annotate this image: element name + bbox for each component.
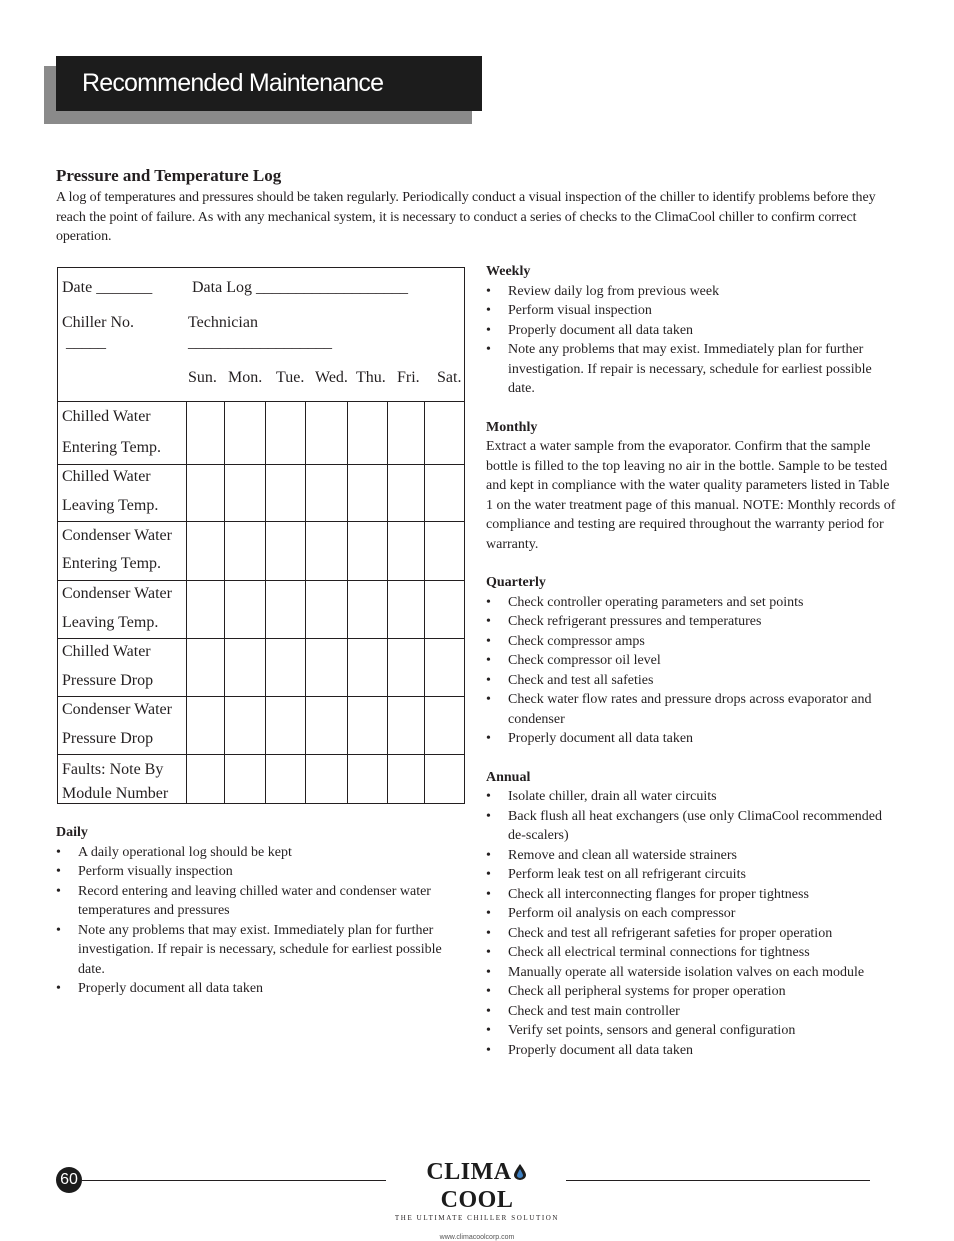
intro-paragraph: A log of temperatures and pressures should be taken regularly. Periodically conduct a visual inspection of the chiller to identify problems before they reach the point of failure. As with any mechanical system, it is necessary to conduct a series of checks to the ClimaCool chiller to confirm correct operation. [56, 190, 876, 244]
row-divider [58, 638, 464, 639]
list-item-text: Manually operate all waterside isolation valves on each module [508, 964, 865, 980]
footer-rule-left [82, 1180, 386, 1181]
list-item-text: Review daily log from previous week [508, 283, 720, 299]
monthly-heading: Monthly [486, 419, 538, 435]
list-item-text: Properly document all data taken [508, 1042, 694, 1058]
list-item: • Check all peripheral systems for proper operation [486, 984, 786, 999]
list-item: • Properly document all data taken [56, 981, 264, 996]
grid-column-divider [424, 401, 425, 803]
list-item: • Check all interconnecting flanges for proper tightness [486, 886, 809, 902]
list-item-text: Check water flow rates and pressure drops across evaporator and condenser [508, 692, 872, 727]
data-log-field-label: Data Log ___________________ [192, 279, 408, 296]
list-item-text: Check and test all refrigerant safeties for proper operation [508, 925, 833, 941]
daily-section [56, 823, 466, 999]
list-item-text: Remove and clean all waterside strainers [508, 847, 737, 863]
right-column [486, 262, 896, 1060]
list-item: • Manually operate all waterside isolation valves on each module [486, 964, 865, 980]
logo-tagline: THE ULTIMATE CHILLER SOLUTION [394, 1214, 560, 1222]
row-label-line2: Leaving Temp. [62, 614, 159, 631]
row-label-line1: Condenser Water [62, 585, 172, 602]
quarterly-heading: Quarterly [486, 575, 546, 590]
list-item-text: Note any problems that may exist. Immediately plan for further investigation. If repair is necessary, schedule for earliest possible date. [78, 922, 442, 977]
logo-text-left: CLIMA [426, 1159, 512, 1185]
list-item: • Check all electrical terminal connections for tightness [486, 945, 810, 960]
list-item: • Note any problems that may exist. Immediately plan for further investigation. If repair is necessary, schedule for earliest possible date. [56, 922, 442, 977]
row-label-line2: Pressure Drop [62, 672, 154, 689]
technician-line: __________________ [188, 334, 332, 351]
list-item: • Isolate chiller, drain all water circuits [486, 789, 717, 804]
list-item-text: Note any problems that may exist. Immediately plan for further investigation. If repair is necessary, schedule for earliest possible date. [508, 342, 872, 396]
list-item-text: Check compressor oil level [508, 653, 661, 668]
list-item: • Verify set points, sensors and general configuration [486, 1023, 796, 1038]
row-label-line1: Condenser Water [62, 701, 172, 718]
list-item: • Check and test all safeties [486, 672, 654, 688]
chiller-number-label: Chiller No. [62, 314, 134, 331]
quarterly-list [486, 593, 896, 749]
row-label-line1: Chilled Water [62, 408, 151, 425]
annual-list [486, 787, 896, 1060]
list-item-text: Check and test main controller [508, 1003, 680, 1019]
list-item: • Check controller operating parameters and set points [486, 594, 804, 610]
weekly-heading: Weekly [486, 264, 531, 279]
list-item-text: Record entering and leaving chilled water and condenser water temperatures and pressures [78, 883, 431, 918]
grid-column-divider [387, 401, 388, 803]
grid-column-divider [305, 401, 306, 803]
day-label-sat: Sat. [437, 369, 462, 386]
row-divider [58, 580, 464, 581]
list-item: • Perform visual inspection [486, 303, 652, 318]
row-label-line1: Faults: Note By [62, 761, 164, 778]
list-item: • Check and test main controller [486, 1003, 680, 1019]
list-item: • Note any problems that may exist. Immediately plan for further investigation. If repair is necessary, schedule for earliest possible date. [486, 342, 872, 396]
page-title: Recommended Maintenance Schedule [56, 56, 482, 111]
chiller-number-line: _____ [66, 334, 106, 351]
day-label-thu: Thu. [356, 369, 386, 386]
row-label-line1: Condenser Water [62, 527, 172, 544]
grid-column-divider [265, 401, 266, 803]
section-title: Pressure and Temperature Log [56, 166, 282, 185]
list-item-text: Properly document all data taken [508, 731, 694, 746]
list-item: • Perform leak test on all refrigerant circuits [486, 867, 746, 882]
list-item-text: A daily operational log should be kept [78, 844, 292, 860]
row-divider [58, 521, 464, 522]
day-label-tue: Tue. [276, 369, 305, 386]
monthly-text: Extract a water sample from the evaporator. Confirm that the sample bottle is filled to the top leaving no air in the bottle. Sample to be tested and kept in compliance with the water quality parameters listed in Table 1 on the water treatment page of this manual. NOTE: Monthly records of compliance and testing are required throughout the warranty period for warranty. [486, 439, 896, 552]
annual-heading: Annual [486, 769, 531, 785]
list-item-text: Perform leak test on all refrigerant circuits [508, 867, 746, 882]
list-item-text: Check compressor amps [508, 633, 645, 649]
row-label-line1: Chilled Water [62, 468, 151, 485]
row-divider [58, 696, 464, 697]
day-label-wed: Wed. [315, 369, 348, 386]
logo-wordmark [392, 1158, 562, 1214]
list-item: • Perform visually inspection [56, 864, 233, 879]
daily-heading: Daily [56, 825, 88, 840]
row-label-line2: Leaving Temp. [62, 497, 159, 514]
list-item: • Properly document all data taken [486, 1042, 694, 1058]
list-item-text: Check all electrical terminal connections for tightness [508, 945, 810, 960]
list-item: • Check and test all refrigerant safeties for proper operation [486, 925, 833, 941]
daily-list [56, 843, 466, 999]
list-item: • Review daily log from previous week [486, 283, 720, 299]
date-field-label: Date _______ [62, 279, 153, 296]
day-label-sun: Sun. [188, 369, 217, 386]
list-item: • Check compressor amps [486, 633, 645, 649]
row-label-line2: Pressure Drop [62, 730, 154, 747]
row-divider [58, 464, 464, 465]
list-item-text: Perform visual inspection [508, 303, 652, 318]
list-item-text: Check controller operating parameters and set points [508, 594, 804, 610]
list-item-text: Perform visually inspection [78, 864, 233, 879]
list-item: • Record entering and leaving chilled water and condenser water temperatures and pressures [56, 883, 431, 918]
list-item-text: Check all peripheral systems for proper operation [508, 984, 786, 999]
list-item: • Properly document all data taken [486, 322, 694, 338]
list-item-text: Check all interconnecting flanges for proper tightness [508, 886, 809, 902]
list-item: • A daily operational log should be kept [56, 844, 292, 860]
list-item: • Properly document all data taken [486, 731, 694, 746]
logo-text-right: COOL [440, 1187, 514, 1213]
list-item-text: Perform oil analysis on each compressor [508, 906, 736, 921]
list-item: • Remove and clean all waterside strainers [486, 847, 737, 863]
pressure-temperature-log-form [57, 267, 465, 804]
climacool-logo [392, 1158, 562, 1241]
row-label-line2: Entering Temp. [62, 439, 162, 456]
list-item-text: Check refrigerant pressures and temperatures [508, 614, 762, 629]
list-item: • Check water flow rates and pressure drops across evaporator and condenser [486, 692, 872, 727]
row-label-line2: Entering Temp. [62, 555, 162, 572]
grid-column-divider [347, 401, 348, 803]
grid-column-divider [224, 401, 225, 803]
list-item-text: Check and test all safeties [508, 672, 654, 688]
row-divider [58, 754, 464, 755]
page-number: 60 [56, 1167, 82, 1193]
list-item: • Perform oil analysis on each compressor [486, 906, 736, 921]
list-item-text: Properly document all data taken [508, 322, 694, 338]
footer-url: www.climacoolcorp.com [439, 1234, 515, 1241]
header-divider [58, 401, 464, 402]
row-label-line2: Module Number [62, 785, 169, 802]
day-label-mon: Mon. [228, 369, 263, 386]
list-item: • Back flush all heat exchangers (use only ClimaCool recommended de-scalers) [486, 808, 883, 843]
water-drop-icon [514, 1164, 526, 1180]
grid-column-divider [186, 401, 187, 803]
footer-rule-right [566, 1180, 870, 1181]
row-label-line1: Chilled Water [62, 643, 151, 660]
day-label-fri: Fri. [397, 369, 420, 386]
list-item-text: Isolate chiller, drain all water circuits [508, 789, 717, 804]
list-item: • Check compressor oil level [486, 653, 661, 668]
list-item-text: Verify set points, sensors and general configuration [508, 1023, 796, 1038]
list-item-text: Properly document all data taken [78, 981, 264, 996]
weekly-list [486, 282, 896, 399]
list-item-text: Back flush all heat exchangers (use only ClimaCool recommended de-scalers) [508, 808, 883, 843]
technician-label: Technician [188, 314, 258, 331]
list-item: • Check refrigerant pressures and temperatures [486, 614, 762, 629]
